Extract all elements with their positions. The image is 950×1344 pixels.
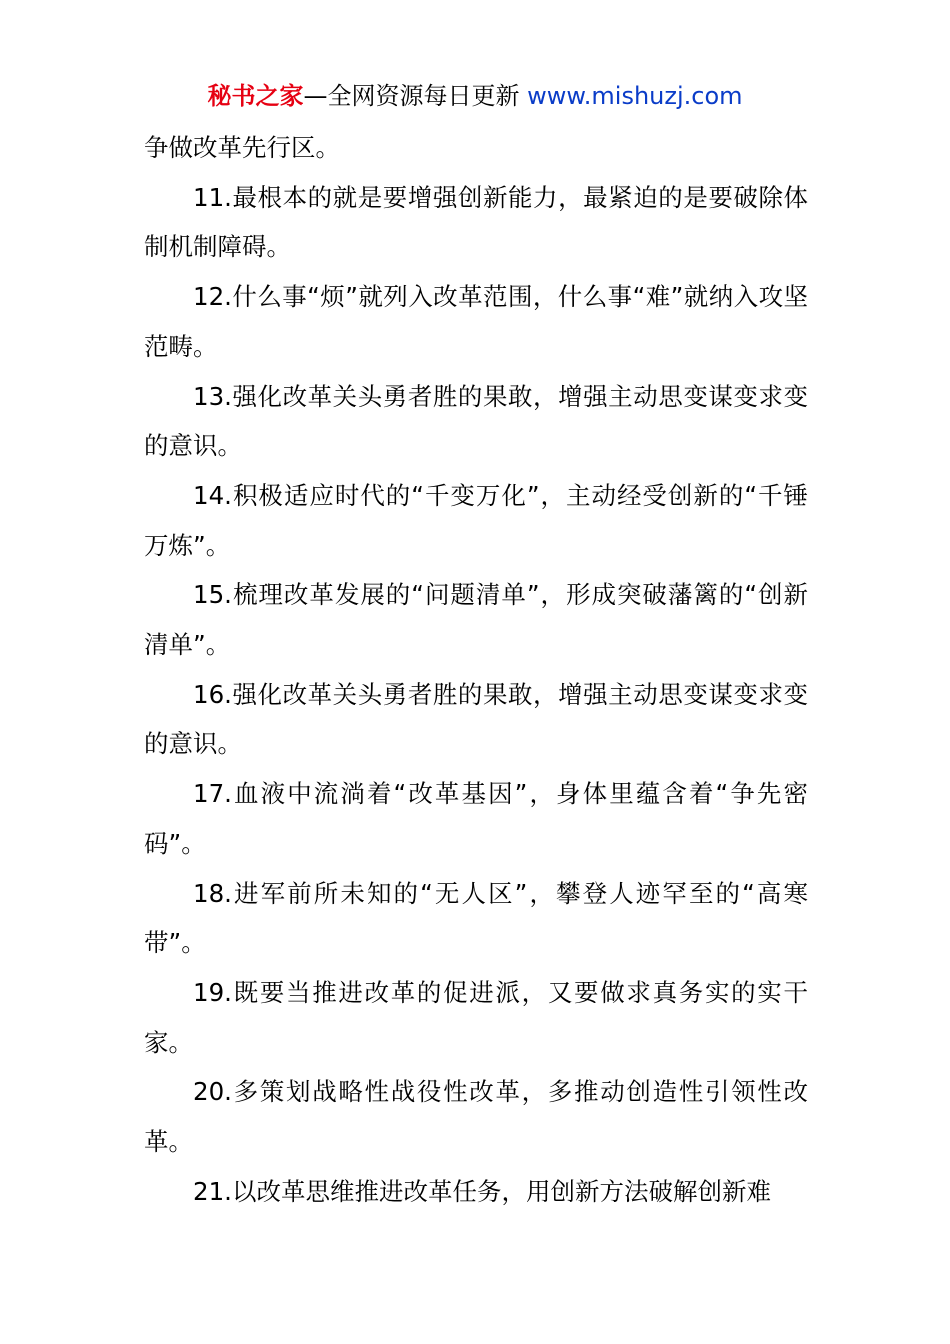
paragraph-item-21: 21.以改革思维推进改革任务，用创新方法破解创新难 — [193, 1176, 771, 1206]
site-url-link[interactable]: www.mishuzj.com — [527, 82, 743, 110]
paragraph-item-19: 19.既要当推进改革的促进派，又要做求真务实的实干家。 — [144, 977, 808, 1057]
paragraph-item-16: 16.强化改革关头勇者胜的果敢，增强主动思变谋变求变的意识。 — [144, 679, 808, 759]
document-body — [144, 123, 808, 1216]
paragraph-item-12: 12.什么事“烦”就列入改革范围，什么事“难”就纳入攻坚范畴。 — [144, 282, 808, 361]
paragraph-item-14: 14.积极适应时代的“千变万化”，主动经受创新的“千锤万炼”。 — [144, 480, 808, 560]
paragraph-item-13: 13.强化改革关头勇者胜的果敢，增强主动思变谋变求变的意识。 — [144, 381, 808, 461]
paragraph-item-11: 11.最根本的就是要增强创新能力，最紧迫的是要破除体制机制障碍。 — [144, 182, 808, 262]
paragraph-item-20: 20.多策划战略性战役性改革，多推动创造性引领性改革。 — [144, 1077, 808, 1157]
paragraph-item-17: 17.血液中流淌着“改革基因”，身体里蕴含着“争先密码”。 — [144, 779, 808, 858]
page-header — [0, 80, 950, 112]
brand-name: 秘书之家 — [207, 82, 304, 110]
header-slogan: —全网资源每日更新 — [303, 82, 528, 110]
paragraph-continuation: 争做改革先行区。 — [144, 133, 340, 162]
paragraph-item-15: 15.梳理改革发展的“问题清单”，形成突破藩篱的“创新清单”。 — [144, 580, 808, 660]
paragraph-item-18: 18.进军前所未知的“无人区”，攀登人迹罕至的“高寒带”。 — [144, 878, 808, 958]
